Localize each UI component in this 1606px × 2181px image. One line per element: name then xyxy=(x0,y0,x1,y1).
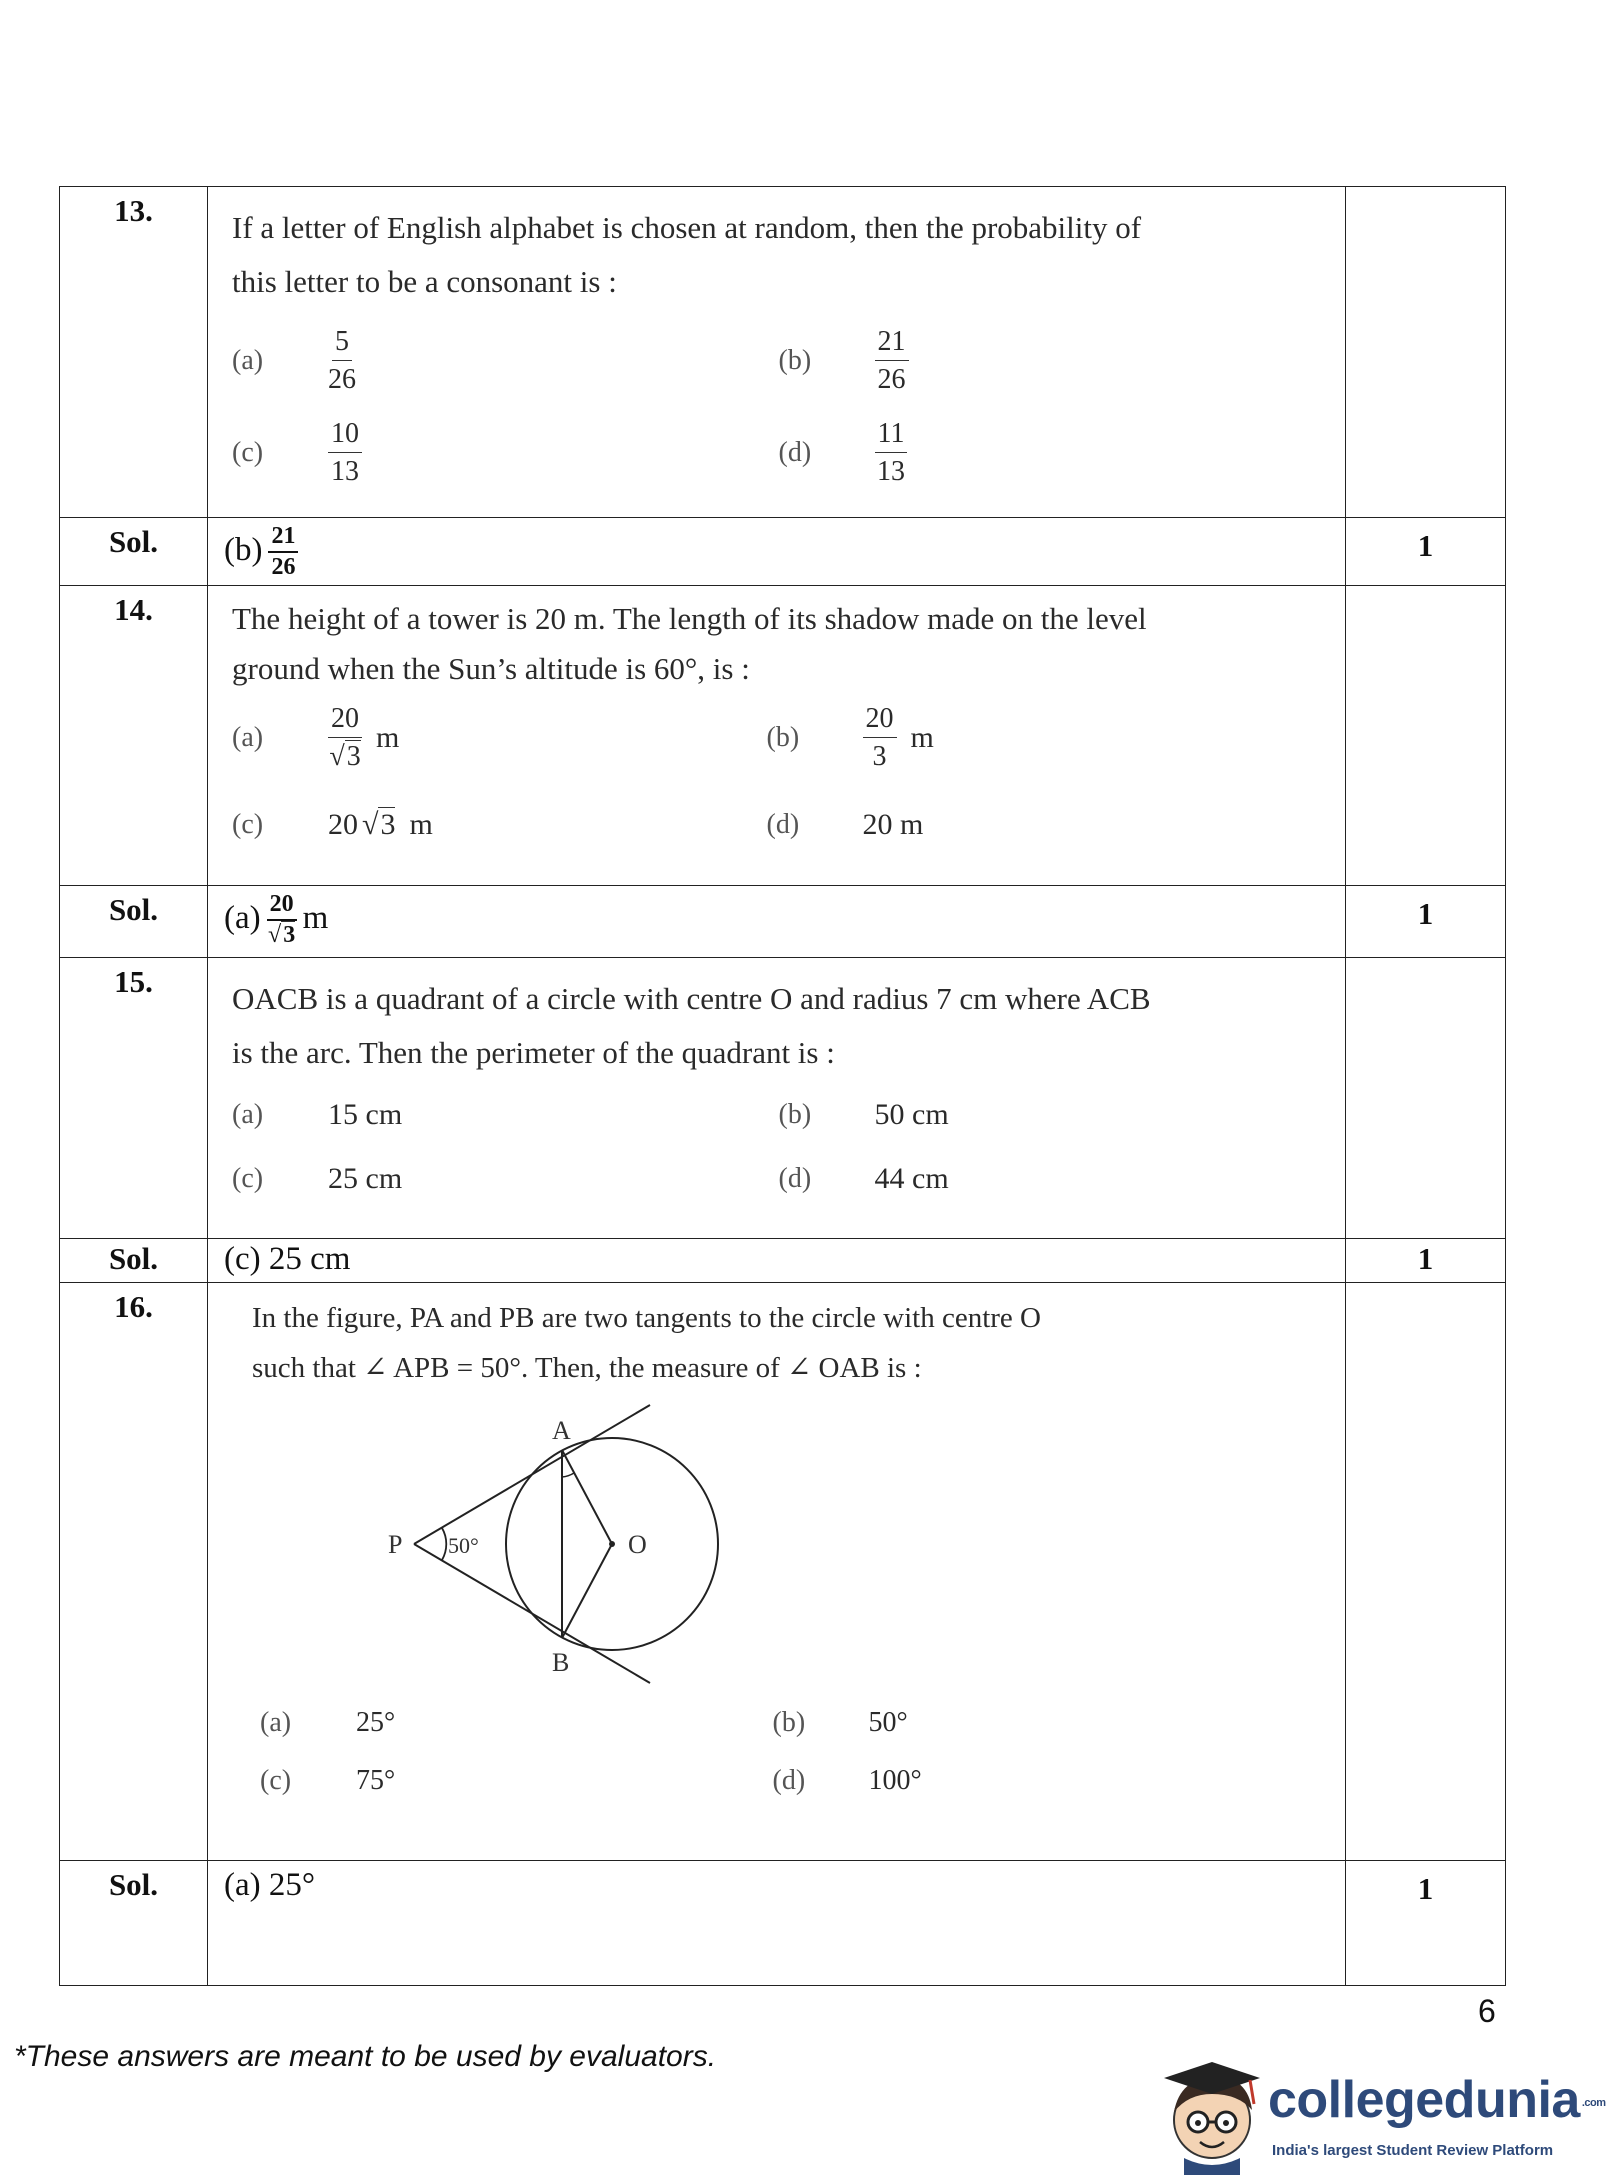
angle-arc-p xyxy=(442,1528,446,1560)
solution-label: Sol. xyxy=(60,1861,208,1986)
solution-text: (a) 25° xyxy=(208,1861,1346,1986)
fraction: $\frac{20}{√3}$ xyxy=(329,703,361,773)
fraction: $\frac{5}{26}$ xyxy=(328,326,356,396)
question-text: The height of a tower is 20 m. The length of its shadow made on the level ground when the Sun’s altitude is 60°, is : xyxy=(232,601,1147,686)
question-text: OACB is a quadrant of a circle with centre O and radius 7 cm where ACB is the arc. Then the perimeter of the quadrant is : xyxy=(232,981,1151,1070)
option-c: (c) $\frac{10}{13}$ xyxy=(232,419,779,487)
solution-text: (b) $\frac{21}{26}$ xyxy=(208,518,1346,586)
radius-ob xyxy=(562,1544,612,1638)
solution-row-14 xyxy=(60,886,1506,958)
question-number: 14. xyxy=(60,586,208,886)
option-d: (d) 44 cm xyxy=(778,1162,949,1195)
solution-label: Sol. xyxy=(60,1239,208,1283)
options-grid xyxy=(232,1098,1325,1196)
marks-value: 1 xyxy=(1346,1239,1506,1283)
marks-value: 1 xyxy=(1346,518,1506,586)
question-row-13 xyxy=(60,187,1506,518)
label-a: A xyxy=(552,1416,571,1445)
solution-row-16 xyxy=(60,1861,1506,1986)
question-number: 16. xyxy=(60,1283,208,1861)
option-d: (d) $\frac{11}{13}$ xyxy=(779,419,1326,487)
question-number: 15. xyxy=(60,958,208,1239)
option-d: (d) 20 m xyxy=(766,807,924,841)
fraction: $\frac{11}{13}$ xyxy=(875,419,908,487)
question-body xyxy=(208,958,1346,1239)
marks-cell xyxy=(1346,958,1506,1239)
solution-text: (c) 25 cm xyxy=(208,1239,1346,1283)
option-b: (b) $\frac{20}{3}$ m xyxy=(766,703,934,773)
fraction: $\frac{21}{26}$ xyxy=(875,327,909,395)
brand-tagline: India's largest Student Review Platform xyxy=(1272,2142,1554,2159)
marks-cell xyxy=(1346,1283,1506,1861)
solution-label: Sol. xyxy=(60,886,208,958)
centre-point xyxy=(609,1541,615,1547)
fraction: $\frac{21}{26}$ xyxy=(268,524,298,580)
mascot-icon xyxy=(1160,2060,1264,2175)
solution-row-15 xyxy=(60,1239,1506,1283)
angle-label: 50° xyxy=(448,1533,479,1558)
fraction: $\frac{10}{13}$ xyxy=(328,419,362,487)
marks-cell xyxy=(1346,586,1506,886)
radius-oa xyxy=(562,1450,612,1544)
option-c: (c) 75° xyxy=(260,1765,396,1796)
question-body xyxy=(208,187,1346,518)
answer-table xyxy=(59,186,1506,1986)
solution-text: (a) $\frac{20}{√3}$ m xyxy=(208,886,1346,958)
question-row-16 xyxy=(60,1283,1506,1861)
question-body xyxy=(208,586,1346,886)
option-a: (a) 25° xyxy=(260,1707,396,1738)
fraction: $\frac{20}{√3}$ xyxy=(268,891,296,949)
brand-logo xyxy=(1160,2060,1606,2175)
option-b: (b) 50° xyxy=(772,1707,908,1738)
question-text: In the figure, PA and PB are two tangents to the circle with centre O such that ∠ APB = 50°. Then, the measure of ∠ OAB is : xyxy=(252,1302,1041,1384)
options-grid xyxy=(232,704,1325,854)
question-row-14 xyxy=(60,586,1506,886)
option-d: (d) 100° xyxy=(772,1765,922,1796)
option-c: (c) 20 √ 3 m xyxy=(232,807,433,842)
marks-value: 1 xyxy=(1346,1861,1506,1986)
page-number: 6 xyxy=(1478,1993,1496,2029)
question-number: 13. xyxy=(60,187,208,518)
fraction: $\frac{20}{3}$ xyxy=(863,704,897,772)
marks-cell xyxy=(1346,187,1506,518)
tangent-circle-figure xyxy=(312,1399,792,1689)
evaluator-note: *These answers are meant to be used by evaluators. xyxy=(14,2040,717,2073)
option-a: (a) $\frac{5}{26}$ xyxy=(232,326,356,396)
label-b: B xyxy=(552,1648,570,1677)
option-a: (a) 15 cm xyxy=(232,1098,403,1131)
label-o: O xyxy=(628,1530,647,1559)
question-text: If a letter of English alphabet is chosen at random, then the probability of this letter to be a consonant is : xyxy=(232,210,1142,299)
option-b: (b) 50 cm xyxy=(778,1098,949,1131)
solution-label: Sol. xyxy=(60,518,208,586)
option-c: (c) 25 cm xyxy=(232,1162,403,1195)
label-p: P xyxy=(388,1530,403,1559)
option-b: (b) $\frac{21}{26}$ xyxy=(779,327,1326,395)
options-grid xyxy=(252,1707,1325,1797)
solution-row-13 xyxy=(60,518,1506,586)
option-a: (a) $\frac{20}{√3}$ m xyxy=(232,703,400,773)
options-grid xyxy=(232,327,1325,487)
question-body xyxy=(208,1283,1346,1861)
question-row-15 xyxy=(60,958,1506,1239)
brand-name: collegedunia .com xyxy=(1268,2071,1606,2129)
marks-value: 1 xyxy=(1346,886,1506,958)
angle-arc-a xyxy=(562,1473,574,1477)
